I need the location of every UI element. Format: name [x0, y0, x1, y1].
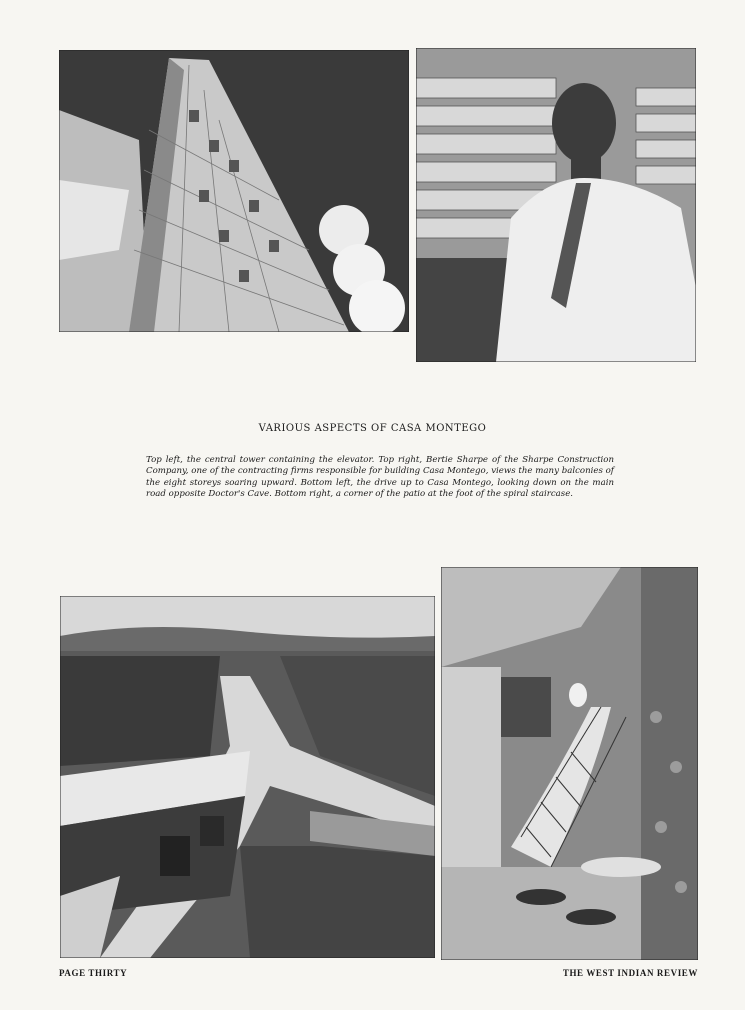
photo-central-tower [59, 50, 409, 332]
photo-bertie-sharpe [416, 48, 696, 362]
article-title: VARIOUS ASPECTS OF CASA MONTEGO [258, 423, 487, 434]
page-number: PAGE THIRTY [59, 968, 128, 978]
photo-caption: Top left, the central tower containing the elevator. Top right, Bertie Sharpe of the Sharpe Construction Company, one of the contracting firms responsible for building Casa Montego, views the many balconies of the eight storeys soaring upward. Bottom left, the drive up to Casa Montego, looking down on the main road opposite Doctor's Cave. Bottom right, a corner of the patio at the foot of the spiral staircase. [146, 455, 614, 500]
photo-drive [60, 596, 435, 958]
publication-name: THE WEST INDIAN REVIEW [562, 968, 698, 978]
photo-spiral-staircase [441, 567, 698, 960]
